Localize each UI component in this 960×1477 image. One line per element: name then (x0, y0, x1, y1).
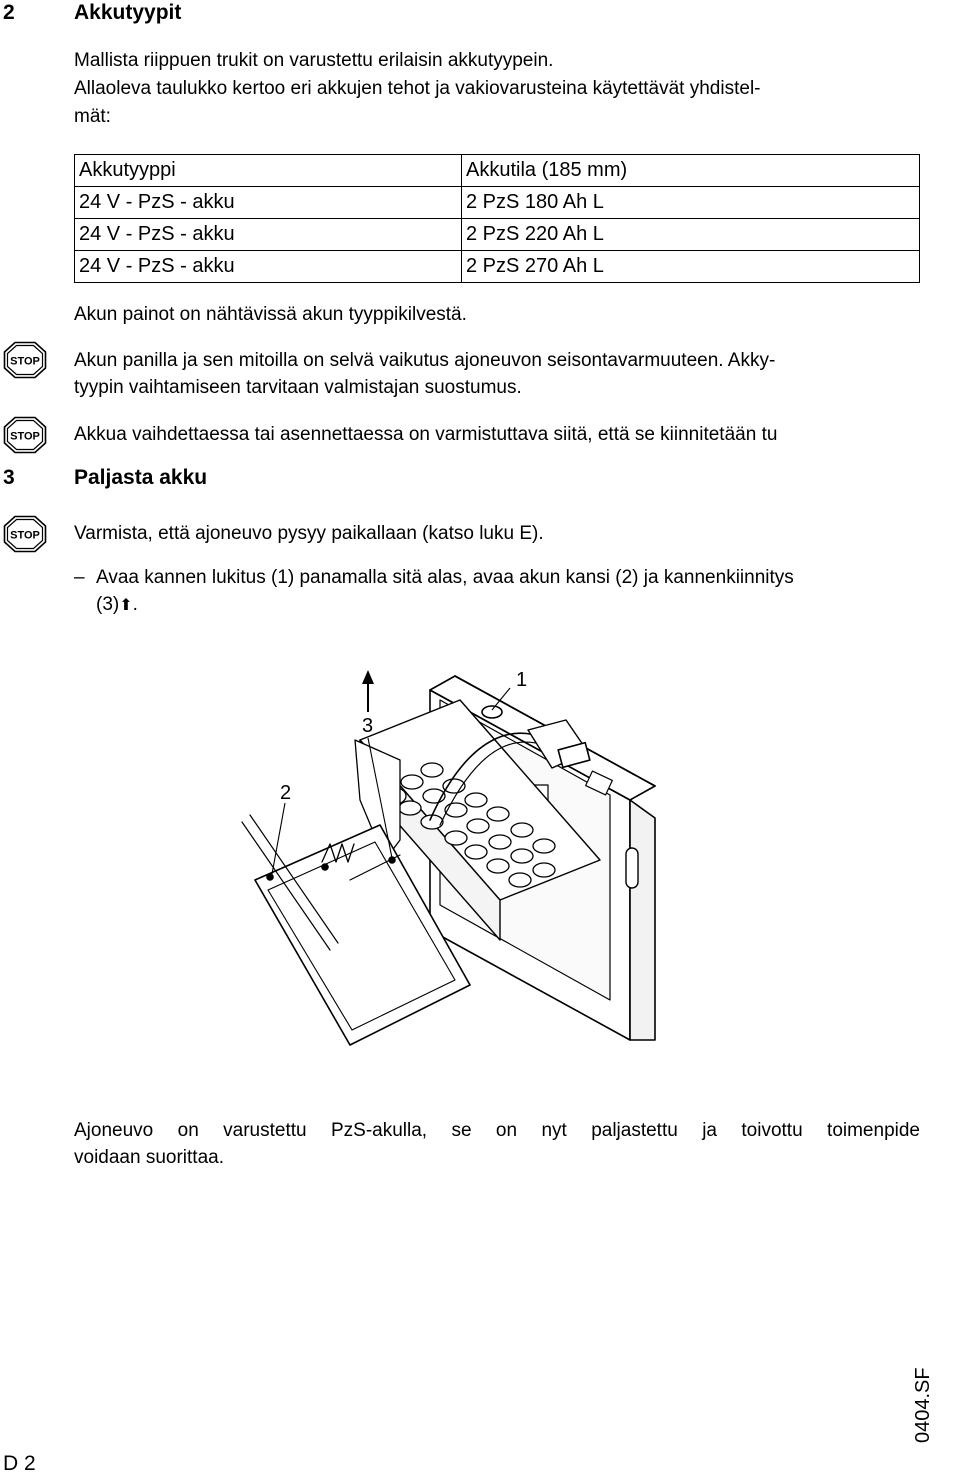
section-2-title: Akkutyypit (74, 1, 182, 24)
table-row (75, 251, 920, 283)
up-arrow-icon: ⬆ (119, 595, 133, 614)
step-line-2-end: . (132, 594, 138, 615)
stop-sign-icon (3, 416, 47, 454)
warning-2-text: Akkua vaihdettaessa tai asennettaessa on varmistuttava siitä, että se kiinnitetään tu (74, 424, 778, 445)
intro-text-2-line-1: Allaoleva taulukko kertoo eri akkujen tehot ja vakiovarusteina käytettävät yhdistel- (74, 78, 761, 99)
stop-sign-icon (3, 341, 47, 379)
stop-sign-label: STOP (10, 430, 40, 443)
step-line-1: Avaa kannen lukitus (1) panamalla sitä alas, avaa akun kansi (2) ja kannenkiinnitys (96, 567, 794, 588)
step-dash: – (74, 567, 85, 588)
warning-1-line-1: Akun panilla ja sen mitoilla on selvä vaikutus ajoneuvon seisontavarmuuteen. Akky- (74, 350, 776, 371)
table-row (75, 187, 920, 219)
conclusion-line-2: voidaan suorittaa. (74, 1147, 224, 1168)
document-code: 0404.SF (912, 1367, 934, 1443)
battery-weight-note: Akun painot on nähtävissä akun tyyppikilvestä. (74, 304, 467, 325)
table-cell: 2 PzS 270 Ah L (462, 251, 920, 283)
conclusion-line-1: Ajoneuvo on varustettu PzS-akulla, se on nyt paljastettu ja toivottu toimenpide (74, 1120, 920, 1141)
table-row (75, 219, 920, 251)
table-cell: 24 V - PzS - akku (75, 187, 462, 219)
section-3-title: Paljasta akku (74, 466, 208, 489)
section-3-warning: Varmista, että ajoneuvo pysyy paikallaan (katso luku E). (74, 523, 544, 544)
warning-1-line-2: tyypin vaihtamiseen tarvitaan valmistajan suostumus. (74, 377, 522, 398)
section-3-number: 3 (3, 466, 15, 489)
table-cell: 24 V - PzS - akku (75, 219, 462, 251)
table-cell: 2 PzS 220 Ah L (462, 219, 920, 251)
table-cell: 2 PzS 180 Ah L (462, 187, 920, 219)
callout-2: 2 (280, 782, 292, 804)
intro-text-2-line-2: mät: (74, 106, 111, 127)
stop-sign-label: STOP (10, 529, 40, 542)
step-line-2 (96, 591, 138, 619)
callout-3: 3 (362, 715, 374, 737)
table-header-cell: Akkutila (185 mm) (462, 155, 920, 187)
table-header-cell: Akkutyyppi (75, 155, 462, 187)
callout-1: 1 (516, 669, 528, 691)
battery-compartment-illustration (240, 655, 680, 1050)
table-cell: 24 V - PzS - akku (75, 251, 462, 283)
step-line-2-text: (3) (96, 594, 120, 615)
page-number: D 2 (3, 1452, 36, 1475)
table-header-row (75, 155, 920, 187)
section-2-number: 2 (3, 1, 15, 24)
battery-table (74, 154, 920, 283)
intro-text: Mallista riippuen trukit on varustettu erilaisin akkutyypein. (74, 50, 554, 71)
stop-sign-label: STOP (10, 355, 40, 368)
stop-sign-icon (3, 515, 47, 553)
